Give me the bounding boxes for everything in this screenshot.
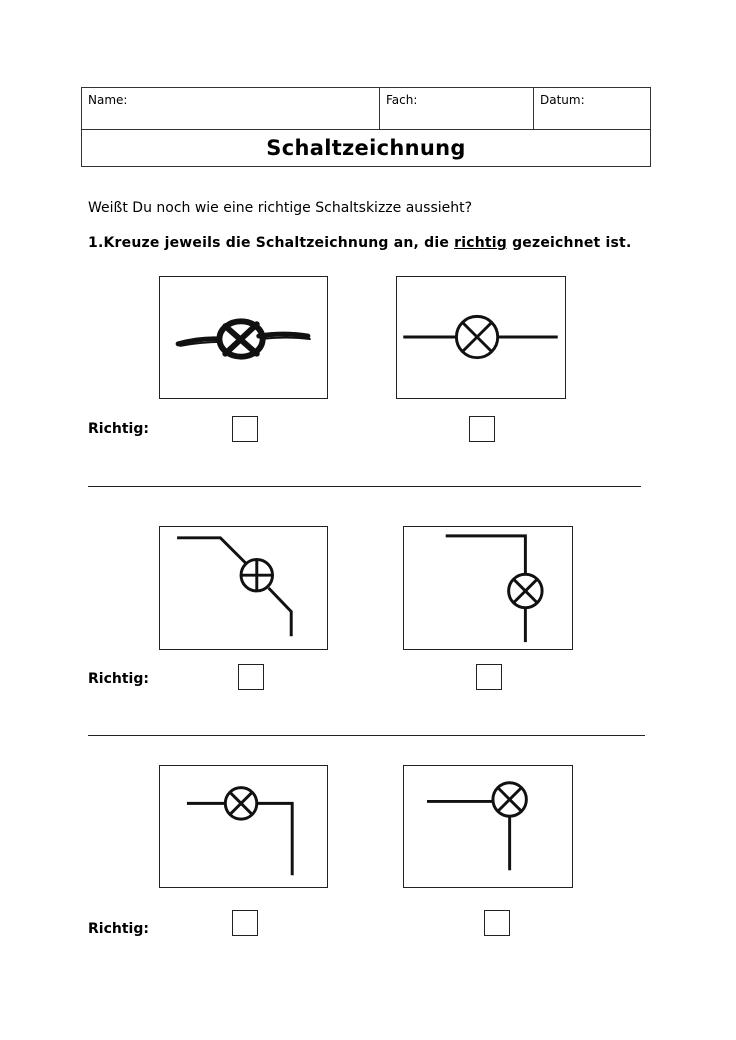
task-text-after: gezeichnet ist. <box>507 235 632 251</box>
separator-line <box>88 486 641 487</box>
date-field[interactable] <box>534 88 651 130</box>
lamp-branch-down-icon <box>404 766 572 887</box>
name-field[interactable] <box>82 88 380 130</box>
circuit-frame-2-right <box>403 526 573 650</box>
lamp-horizontal-icon <box>397 277 565 398</box>
intro-text: Weißt Du noch wie eine richtige Schaltskizze aussieht? <box>88 200 473 216</box>
lamp-diagonal-plus-icon <box>160 527 327 649</box>
scribbled-lamp-icon <box>160 277 327 398</box>
task-instruction <box>88 235 631 251</box>
checkbox-3-left[interactable] <box>232 910 258 936</box>
subject-label: Fach: <box>386 93 418 107</box>
task-number: 1. <box>88 235 104 251</box>
task-text-before: Kreuze jeweils die Schaltzeichnung an, die <box>103 235 455 251</box>
checkbox-2-left[interactable] <box>238 664 264 690</box>
checkbox-1-left[interactable] <box>232 416 258 442</box>
lamp-corner-vertical-icon <box>404 527 572 649</box>
checkbox-2-right[interactable] <box>476 664 502 690</box>
page-title: Schaltzeichnung <box>82 130 651 167</box>
circuit-frame-1-right <box>396 276 566 399</box>
date-label: Datum: <box>540 93 585 107</box>
row-2-label: Richtig: <box>88 671 149 687</box>
circuit-frame-2-left <box>159 526 328 650</box>
subject-field[interactable] <box>380 88 534 130</box>
circuit-frame-3-right <box>403 765 573 888</box>
row-1-label: Richtig: <box>88 421 149 437</box>
circuit-frame-3-left <box>159 765 328 888</box>
circuit-frame-1-left <box>159 276 328 399</box>
checkbox-3-right[interactable] <box>484 910 510 936</box>
header-table <box>81 87 651 167</box>
separator-line <box>88 735 645 736</box>
checkbox-1-right[interactable] <box>469 416 495 442</box>
task-emphasis: richtig <box>454 235 507 251</box>
row-3-label: Richtig: <box>88 921 149 937</box>
lamp-corner-down-icon <box>160 766 327 887</box>
name-label: Name: <box>88 93 128 107</box>
